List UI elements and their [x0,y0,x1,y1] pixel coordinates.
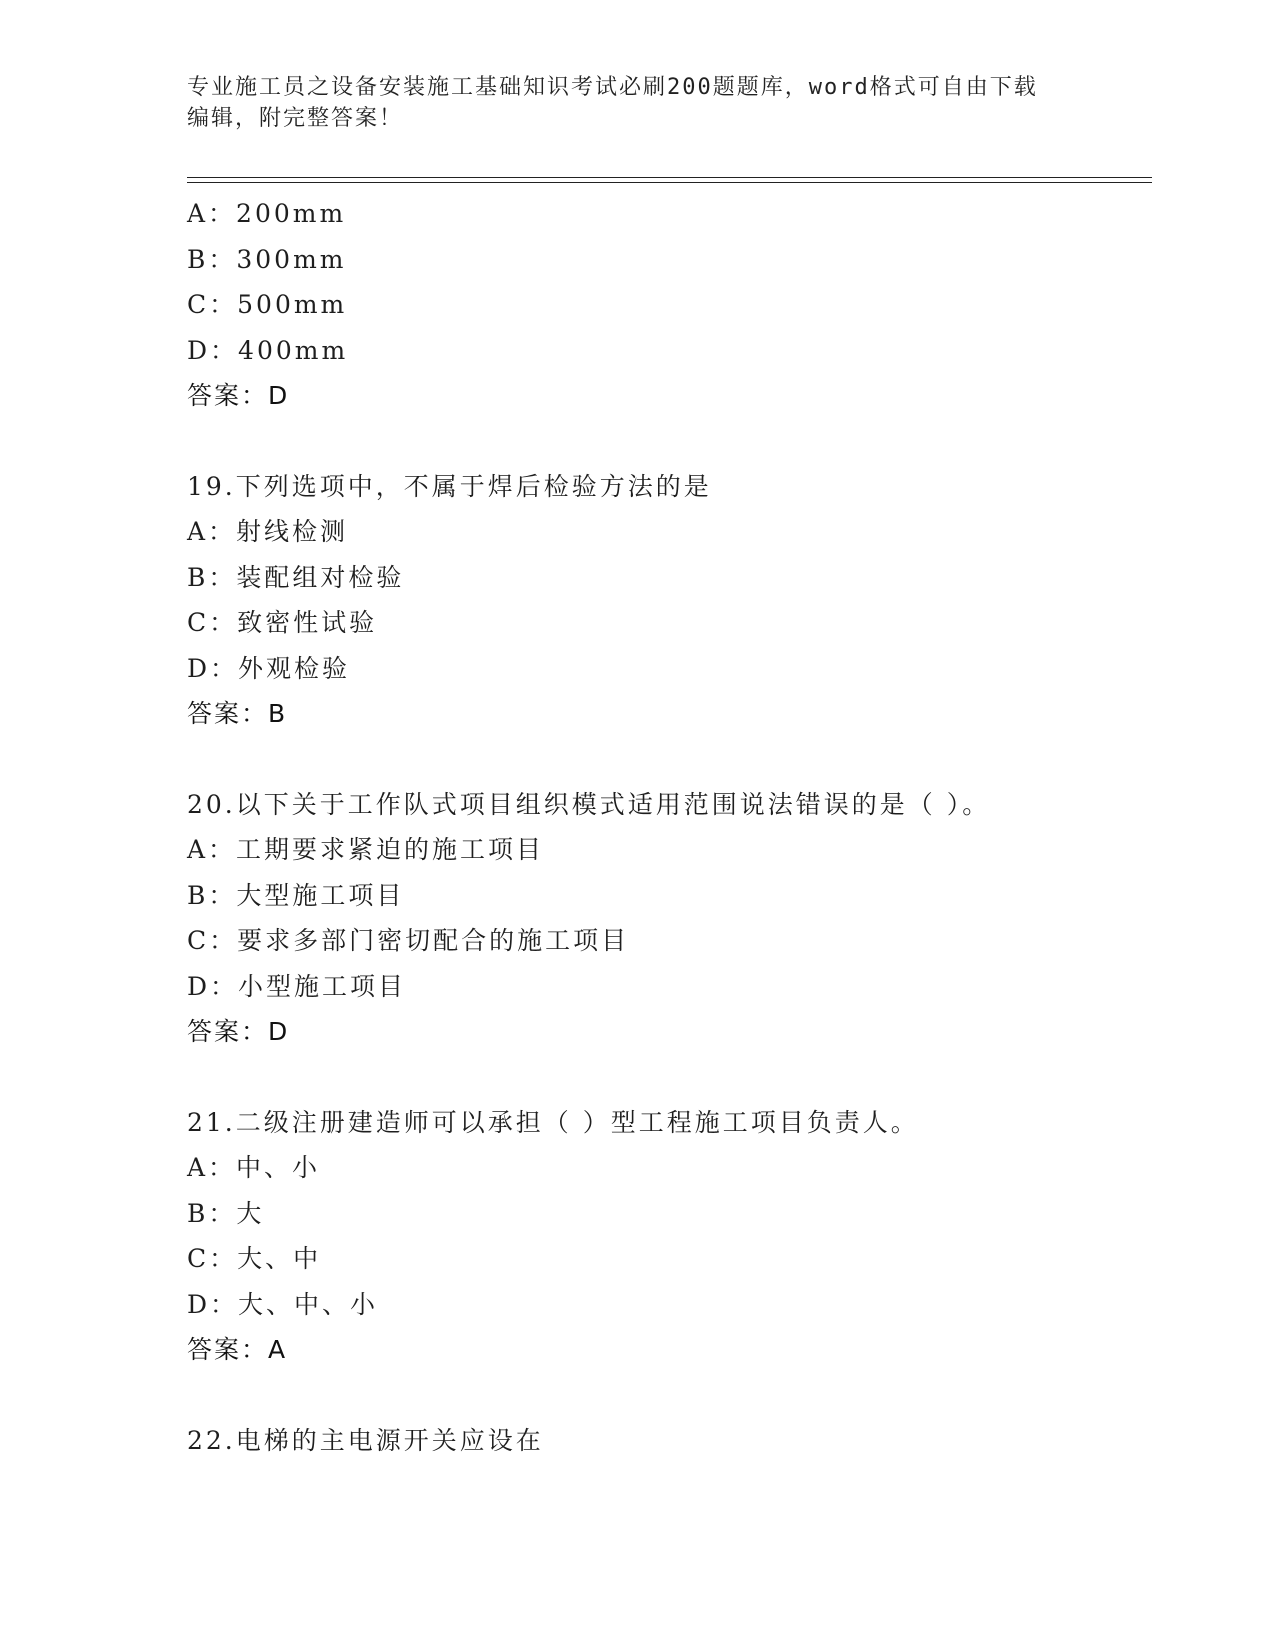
header-title-line-1: 专业施工员之设备安装施工基础知识考试必刷200题题库，word格式可自由下载 [187,75,1038,100]
option-c: C：500mm [187,290,348,319]
question-list [187,196,1147,1468]
option-a: A：工期要求紧迫的施工项目 [187,835,545,864]
option-b: B：大 [187,1198,265,1228]
answer-line: 答案：D [187,381,290,410]
spacer [187,424,1147,469]
option-a: A：中、小 [187,1153,321,1182]
option-d: D：小型施工项目 [187,971,407,1001]
spacer [187,742,1147,787]
option-c: C：大、中 [187,1244,322,1273]
header-title-line-2: 编辑，附完整答案！ [187,106,404,131]
option-d: D：400mm [187,335,349,365]
answer-line: 答案：B [187,699,288,728]
header-divider-top [187,177,1152,178]
option-b: B：大型施工项目 [187,880,405,910]
question-block-22 [187,1423,1147,1469]
option-c: C：致密性试验 [187,608,378,637]
option-b: B：300mm [187,244,347,274]
answer-line: 答案：D [187,1017,290,1046]
answer-line: 答案：A [187,1335,288,1364]
question-text: 19.下列选项中，不属于焊后检验方法的是 [187,471,712,501]
option-b: B：装配组对检验 [187,562,405,592]
question-text: 22.电梯的主电源开关应设在 [187,1425,544,1455]
option-a: A：200mm [187,199,347,228]
option-d: D：外观检验 [187,653,351,683]
question-text: 21.二级注册建造师可以承担（ ）型工程施工项目负责人。 [187,1107,919,1137]
option-c: C：要求多部门密切配合的施工项目 [187,926,630,955]
document-header [187,72,1067,134]
question-text: 20.以下关于工作队式项目组织模式适用范围说法错误的是（ ）。 [187,789,991,819]
header-divider-bottom [187,182,1152,183]
spacer [187,1060,1147,1105]
spacer [187,1378,1147,1423]
option-a: A：射线检测 [187,517,349,546]
question-block-21 [187,1105,1147,1378]
question-block-19 [187,469,1147,742]
option-d: D：大、中、小 [187,1289,379,1319]
question-block-18 [187,196,1147,424]
question-block-20 [187,787,1147,1060]
